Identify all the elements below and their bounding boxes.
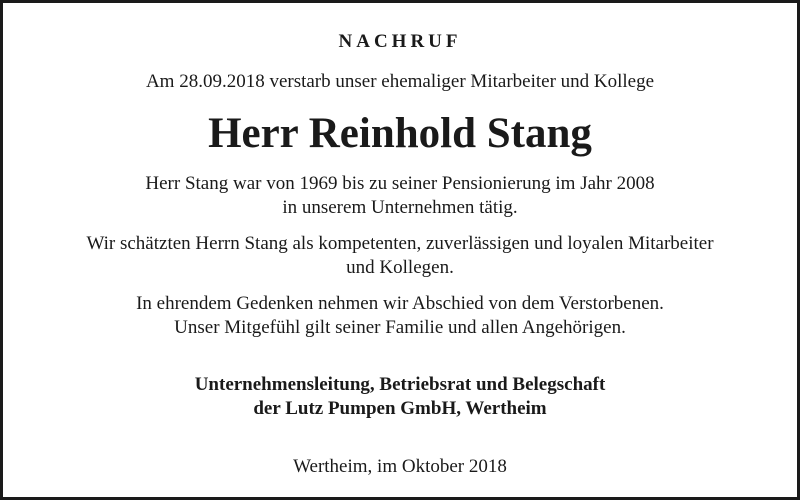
- paragraph-appreciation-line-2: und Kollegen.: [346, 257, 454, 278]
- paragraph-employment-line-2: in unserem Unternehmen tätig.: [282, 197, 518, 218]
- paragraph-condolence-line-2: Unser Mitgefühl gilt seiner Familie und allen Angehörigen.: [174, 317, 626, 338]
- signature-line-1: Unternehmensleitung, Betriebsrat und Belegschaft: [194, 374, 606, 395]
- paragraph-condolence-line-1: In ehrendem Gedenken nehmen wir Abschied von dem Verstorbenen.: [136, 293, 664, 314]
- deceased-name: Herr Reinhold Stang: [208, 110, 592, 157]
- signature-line-2: der Lutz Pumpen GmbH, Wertheim: [253, 398, 547, 419]
- notice-intro: Am 28.09.2018 verstarb unser ehemaliger Mitarbeiter und Kollege: [145, 71, 655, 92]
- paragraph-appreciation-line-1: Wir schätzten Herrn Stang als kompetenten, zuverlässigen und loyalen Mitarbeiter: [86, 233, 714, 254]
- place-and-date: Wertheim, im Oktober 2018: [293, 456, 507, 477]
- notice-heading: NACHRUF: [338, 31, 462, 52]
- paragraph-employment-line-1: Herr Stang war von 1969 bis zu seiner Pensionierung im Jahr 2008: [145, 173, 655, 194]
